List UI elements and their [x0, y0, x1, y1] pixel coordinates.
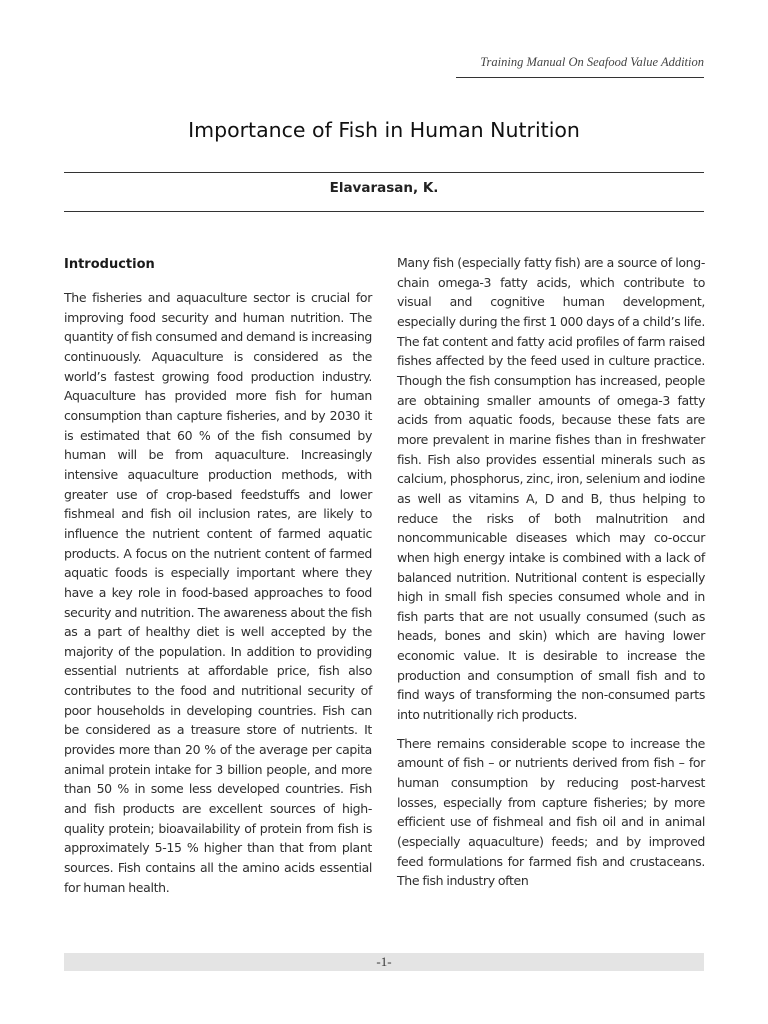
right-column: [397, 253, 705, 891]
body-paragraph-3: There remains considerable scope to increase the amount of fish – or nutrients derived from fish – for human consumption by reducing post-harvest losses, especially from capture fisheries; by more efficient use of fishmeal and fish oil and in animal (especially aquaculture) feeds; and by improved feed formulations for farmed fish and crustaceans. The fish industry often: [397, 735, 705, 889]
author-rule-bottom: [64, 211, 704, 212]
page-title: Importance of Fish in Human Nutrition: [188, 118, 580, 142]
running-header: Training Manual On Seafood Value Addition: [480, 55, 704, 69]
introduction-heading: Introduction: [64, 257, 155, 272]
body-paragraph-2: Many fish (especially fatty fish) are a source of long-chain omega-3 fatty acids, which contribute to visual and cognitive human development, especially during the first 1 000 days of a child’s life. The fat content and fatty acid profiles of farm raised fishes affected by the feed used in culture practice. Though the fish consumption has increased, people are obtaining smaller amounts of omega-3 fatty acids from aquatic foods, because these fats are more prevalent in marine fishes than in freshwater fish. Fish also provides essential minerals such as calcium, phosphorus, zinc, iron, selenium and iodine as well as vitamins A, D and B, thus helping to reduce the risks of both malnutrition and noncommunicable diseases which may co-occur when high energy intake is combined with a lack of balanced nutrition. Nutritional content is especially high in small fish species consumed whole and in fish parts that are not usually consumed (such as heads, bones and skin) which are having lower economic value. It is desirable to increase the production and consumption of small fish and to find ways of transforming the non-consumed parts into nutritionally rich products.: [397, 255, 705, 723]
author-name: Elavarasan, K.: [329, 180, 439, 196]
header-rule: [456, 77, 704, 78]
left-column: [64, 255, 372, 897]
body-paragraph-1: The fisheries and aquaculture sector is crucial for improving food security and human nutrition. The quantity of fish consumed and demand is increasing continuously. Aquaculture is considered as the world’s fastest growing food production industry. Aquaculture has provided more fish for human consumption than capture fisheries, and by 2030 it is estimated that 60 % of the fish consumed by human will be from aquaculture. Increasingly intensive aquaculture production methods, with greater use of crop-based feedstuffs and lower fishmeal and fish oil inclusion rates, are likely to influence the nutrient content of farmed aquatic products. A focus on the nutrient content of farmed aquatic foods is especially important where they have a key role in food-based approaches to food security and nutrition. The awareness about the fish as a part of healthy diet is well accepted by the majority of the population. In addition to providing essential nutrients at affordable price, fish also contributes to the food and nutritional security of poor households in developing countries. Fish can be considered as a treasure store of nutrients. It provides more than 20 % of the average per capita animal protein intake for 3 billion people, and more than 50 % in some less developed countries. Fish and fish products are excellent sources of high-quality protein; bioavailability of protein from fish is approximately 5-15 % higher than that from plant sources. Fish contains all the amino acids essential for human health.: [64, 290, 372, 895]
page-number: -1-: [376, 954, 392, 969]
author-rule-top: [64, 172, 704, 173]
